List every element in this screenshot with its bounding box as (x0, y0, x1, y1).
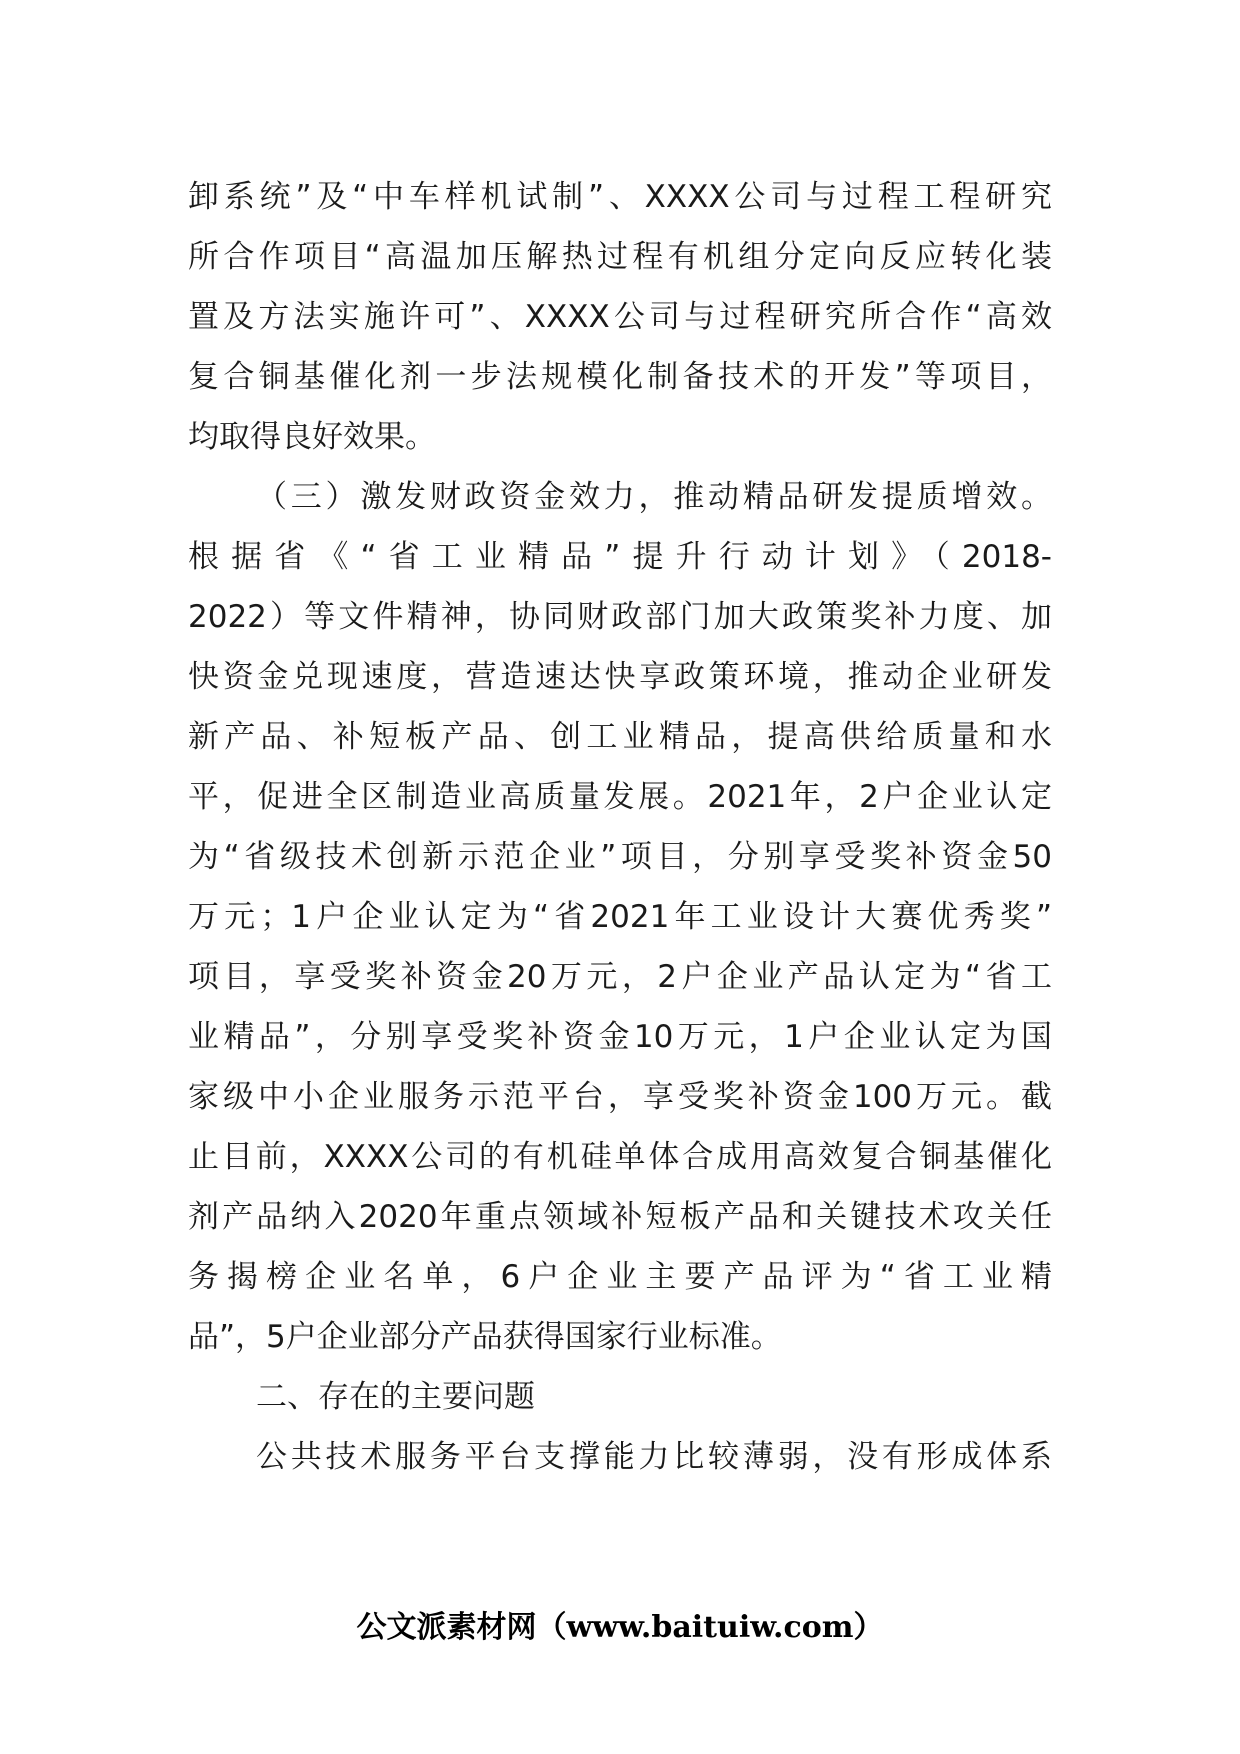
paragraph-line-13: 万元；1户企业认定为“省2021年工业设计大赛优秀奖” (188, 899, 1052, 935)
paragraph-line-11: 平，促进全区制造业高质量发展。2021年，2户企业认定 (188, 779, 1052, 815)
paragraph-line-19: 务揭榜企业名单，6户企业主要产品评为“省工业精 (188, 1259, 1052, 1295)
footer-watermark: 公文派素材网（www.baituiw.com） (356, 1610, 884, 1645)
paragraph-line-22: 公共技术服务平台支撑能力比较薄弱，没有形成体系 (256, 1439, 1052, 1475)
section-heading-2: 二、存在的主要问题 (256, 1379, 535, 1415)
paragraph-line-2: 所合作项目“高温加压解热过程有机组分定向反应转化装 (188, 239, 1052, 275)
paragraph-line-15: 业精品”，分别享受奖补资金10万元，1户企业认定为国 (188, 1019, 1052, 1055)
paragraph-line-14: 项目，享受奖补资金20万元，2户企业产品认定为“省工 (188, 959, 1052, 995)
paragraph-line-9: 快资金兑现速度，营造速达快享政策环境，推动企业研发 (188, 659, 1052, 695)
paragraph-line-8: 2022）等文件精神，协同财政部门加大政策奖补力度、加 (188, 599, 1052, 635)
paragraph-line-17: 止目前，XXXX公司的有机硅单体合成用高效复合铜基催化 (188, 1139, 1052, 1175)
paragraph-line-7: 根据省《“省工业精品”提升行动计划》（2018- (188, 539, 1052, 575)
paragraph-line-5: 均取得良好效果。 (188, 419, 436, 455)
paragraph-line-16: 家级中小企业服务示范平台，享受奖补资金100万元。截 (188, 1079, 1052, 1115)
paragraph-line-20: 品”，5户企业部分产品获得国家行业标准。 (188, 1319, 782, 1355)
paragraph-line-3: 置及方法实施许可”、XXXX公司与过程研究所合作“高效 (188, 299, 1052, 335)
paragraph-line-12: 为“省级技术创新示范企业”项目，分别享受奖补资金50 (188, 839, 1052, 875)
paragraph-line-1: 卸系统”及“中车样机试制”、XXXX公司与过程工程研究 (188, 179, 1052, 215)
paragraph-line-18: 剂产品纳入2020年重点领域补短板产品和关键技术攻关任 (188, 1199, 1052, 1235)
paragraph-line-4: 复合铜基催化剂一步法规模化制备技术的开发”等项目， (188, 359, 1052, 395)
paragraph-line-10: 新产品、补短板产品、创工业精品，提高供给质量和水 (188, 719, 1052, 755)
section-heading-3: （三）激发财政资金效力，推动精品研发提质增效。 (256, 479, 1052, 515)
